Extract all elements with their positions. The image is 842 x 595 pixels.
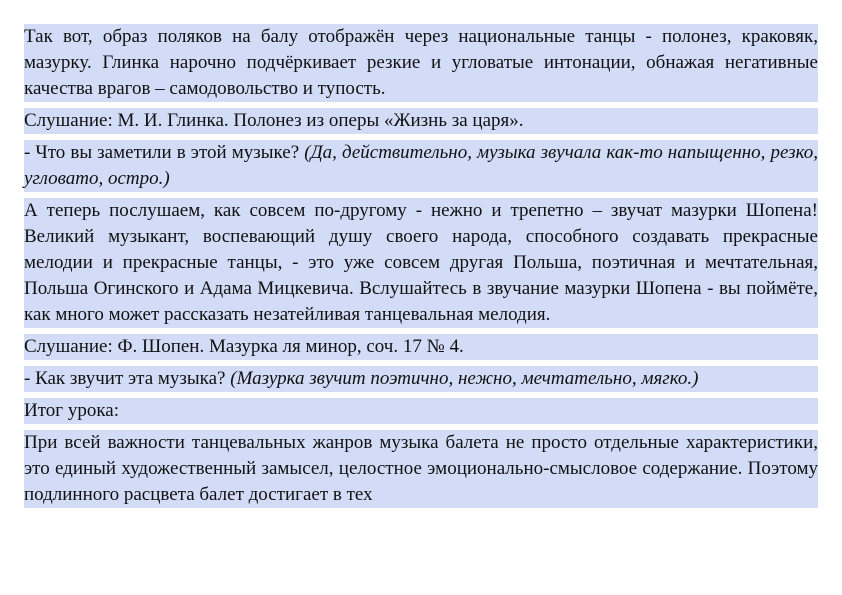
paragraph-text: Слушание: М. И. Глинка. Полонез из оперы «Жизнь за царя». — [24, 110, 524, 131]
paragraph-polish-ball — [24, 24, 818, 102]
paragraph-ballet-summary — [24, 430, 818, 508]
lesson-summary-heading — [24, 398, 818, 424]
paragraph-text: А теперь послушаем, как совсем по-другому - нежно и трепетно – звучат мазурки Шопена! Великий музыкант, воспевающий душу своего народа, способного создавать прекрасные мелодии и прекрасные танцы, - это уже совсем другая Польша, поэтичная и мечтательная, Польша Огинского и Адама Мицкевича. Вслушайтесь в звучание мазурки Шопена - вы поймёте, как много может рассказать незатейливая танцевальная мелодия. — [24, 200, 818, 325]
paragraph-text: При всей важности танцевальных жанров музыка балета не просто отдельные характеристики, это единый художественный замысел, целостное эмоционально-смысловое содержание. Поэтому подлинного расцвета балет достигает в тех — [24, 432, 818, 505]
question-polonaise — [24, 140, 818, 192]
paragraph-text: Так вот, образ поляков на балу отображён через национальные танцы - полонез, краковяк, мазурку. Глинка нарочно подчёркивает резкие и угловатые интонации, обнажая негативные качества врагов – самодовольство и тупость. — [24, 26, 818, 99]
answer-text: (Мазурка звучит поэтично, нежно, мечтательно, мягко.) — [230, 368, 699, 389]
paragraph-text: Слушание: Ф. Шопен. Мазурка ля минор, соч. 17 № 4. — [24, 336, 464, 357]
question-text: - Что вы заметили в этой музыке? — [24, 142, 305, 163]
listening-mazurka — [24, 334, 818, 360]
paragraph-text: Итог урока: — [24, 400, 119, 421]
question-mazurka — [24, 366, 818, 392]
answer-text: (Да, действительно, музыка звучала как-то напыщенно, резко, угловато, остро.) — [24, 142, 819, 189]
paragraph-chopin — [24, 198, 818, 328]
document-page — [24, 24, 818, 508]
listening-polonaise — [24, 108, 818, 134]
question-text: - Как звучит эта музыка? — [24, 368, 231, 389]
